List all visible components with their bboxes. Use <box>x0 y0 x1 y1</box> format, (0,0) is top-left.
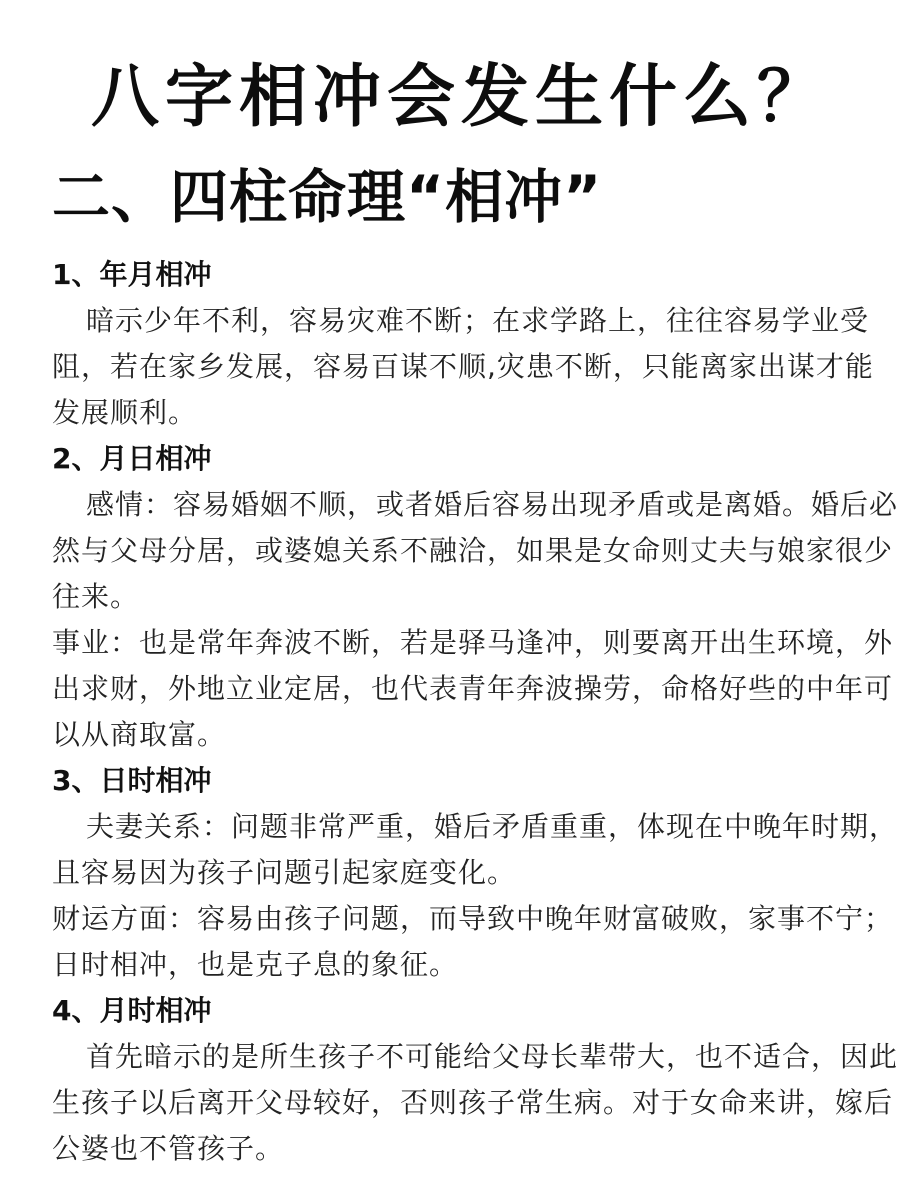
subsection-heading-2: 2、月日相冲 <box>52 442 212 475</box>
subsection-4-paragraph: 首先暗示的是所生孩子不可能给父母长辈带大，也不适合，因此生孩子以后离开父母较好，否则孩子常生病。对于女命来讲，嫁后公婆也不管孩子。 <box>52 1040 899 1165</box>
subsection-3-paragraph-wealth: 财运方面：容易由孩子问题，而导致中晚年财富破败，家事不宁；日时相冲，也是克子息的象征。 <box>52 902 894 981</box>
page-title: 八字相冲会发生什么？ <box>90 58 831 137</box>
article-body <box>52 252 902 1172</box>
subsection-heading-4: 4、月时相冲 <box>52 994 212 1027</box>
subsection-3-paragraph-marriage: 夫妻关系：问题非常严重，婚后矛盾重重，体现在中晚年时期，且容易因为孩子问题引起家庭变化。 <box>52 810 899 889</box>
subsection-1-paragraph: 暗示少年不利，容易灾难不断；在求学路上，往往容易学业受阻，若在家乡发展，容易百谋不顺,灾患不断，只能离家出谋才能发展顺利。 <box>52 304 874 429</box>
subsection-heading-1: 1、年月相冲 <box>52 258 212 291</box>
section-title: 二、四柱命理“相冲” <box>52 163 603 231</box>
subsection-2-paragraph-emotion: 感情：容易婚姻不顺，或者婚后容易出现矛盾或是离婚。婚后必然与父母分居，或婆媳关系不融洽，如果是女命则丈夫与娘家很少往来。 <box>52 488 899 613</box>
subsection-2-paragraph-career: 事业：也是常年奔波不断，若是驿马逢冲，则要离开出生环境，外出求财，外地立业定居，也代表青年奔波操劳，命格好些的中年可以从商取富。 <box>52 626 894 751</box>
subsection-heading-3: 3、日时相冲 <box>52 764 212 797</box>
